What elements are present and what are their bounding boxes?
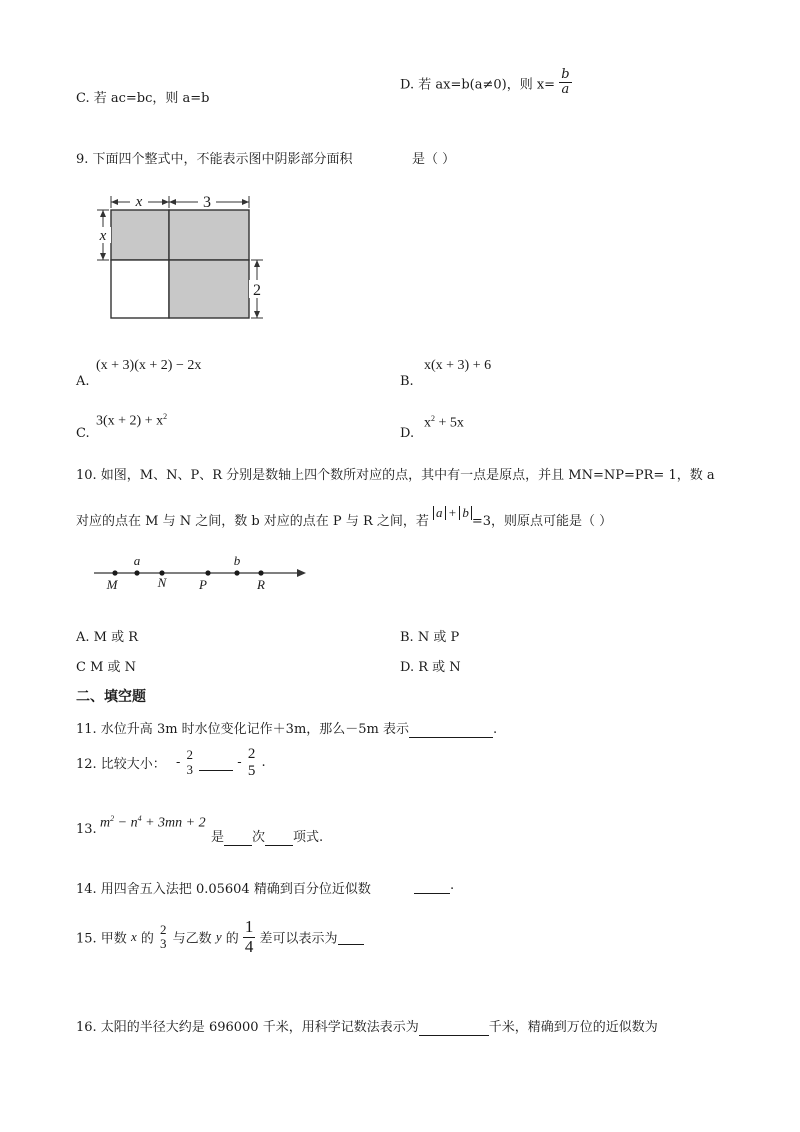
q9-option-d-expr <box>424 414 464 432</box>
arrow-head <box>100 253 106 260</box>
q11-text: 11. 水位升高 3m 时水位变化记作＋3m，那么－5m 表示 <box>76 722 409 737</box>
label-r: R <box>257 577 265 592</box>
shaded-square <box>111 210 169 260</box>
fraction-numerator: 1 <box>244 917 254 936</box>
fraction-denominator: 5 <box>247 762 256 779</box>
point-a <box>134 570 139 575</box>
label-n: N <box>157 575 167 590</box>
expr-rest: + 3mn + 2 <box>141 815 206 831</box>
label-p: P <box>199 577 207 592</box>
exponent: 2 <box>431 414 435 423</box>
answer-blank[interactable] <box>199 755 233 771</box>
q10-option-d: D. R 或 N <box>400 660 461 675</box>
fraction-2-3 <box>185 748 196 777</box>
q15 <box>76 918 364 956</box>
q13-text <box>211 826 323 846</box>
label-3: 3 <box>203 194 211 211</box>
answer-blank[interactable] <box>338 929 364 945</box>
q9-stem: 9. 下面四个整式中，不能表示图中阴影部分面积 <box>76 152 353 167</box>
q14-answer <box>414 878 454 894</box>
q16-text: 16. 太阳的半径大约是 696000 千米，用科学记数法表示为 <box>76 1020 419 1035</box>
q15-prefix: 15. 甲数 <box>76 931 127 947</box>
point-r <box>258 570 263 575</box>
answer-blank[interactable] <box>419 1020 489 1036</box>
exponent: 4 <box>137 814 142 823</box>
q15-mid: 与乙数 <box>172 931 212 947</box>
arrow-head <box>254 311 260 318</box>
shaded-rect-top <box>169 210 249 260</box>
var-y: y <box>215 929 222 945</box>
q8-option-d-fraction <box>559 68 571 98</box>
q10-line1: 10. 如图，M、N、P、R 分别是数轴上四个数所对应的点，其中有一点是原点，并且 MN=NP=PR= 1，数 a <box>76 468 715 483</box>
option-d-expr-rest: + 5x <box>435 415 464 431</box>
plus-sign: + <box>448 505 457 520</box>
option-c-expr-text: 3(x + 2) + x <box>96 413 164 429</box>
unshaded-square <box>111 260 169 318</box>
q14-text: 14. 用四舍五入法把 0.05604 精确到百分位近似数 <box>76 882 371 897</box>
arrow-head <box>254 260 260 267</box>
arrow-head <box>169 199 176 205</box>
arrow-head <box>100 210 106 217</box>
q13-ci: 次 <box>252 830 266 845</box>
q15-tail: 差可以表示为 <box>259 931 338 947</box>
fraction-2-3 <box>158 923 169 952</box>
q8-option-d <box>400 68 572 98</box>
q10-option-a: A. M 或 R <box>76 630 139 645</box>
q16 <box>76 1016 658 1036</box>
q8-option-d-text: D. 若 ax=b(a≠0)，则 x= <box>400 77 556 93</box>
q12 <box>76 746 266 779</box>
fraction-numerator: 2 <box>160 921 167 937</box>
q9-option-d-letter: D. <box>400 426 415 441</box>
q13-xiang: 项式. <box>293 830 324 845</box>
label-x-left: x <box>99 228 107 244</box>
q15-de2: 的 <box>225 931 239 947</box>
q13-number: 13. <box>76 822 97 837</box>
label-b: b <box>233 553 241 568</box>
label-m: M <box>106 577 118 592</box>
q11-end: . <box>493 722 498 737</box>
expr-m: m <box>100 815 111 831</box>
option-d-expr-x: x <box>424 415 431 431</box>
abs-b: b <box>459 506 472 520</box>
q11 <box>76 718 497 738</box>
fraction-denominator: 3 <box>186 761 193 777</box>
abs-expression <box>433 505 472 520</box>
answer-blank[interactable] <box>265 830 293 846</box>
q9-area-figure <box>90 190 280 325</box>
point-m <box>112 570 117 575</box>
q10-option-b: B. N 或 P <box>400 630 460 645</box>
q9-option-a-expr: (x + 3)(x + 2) − 2x <box>96 358 202 373</box>
exponent: 2 <box>163 412 168 421</box>
q8-option-c: C. 若 ac=bc，则 a=b <box>76 91 210 106</box>
arrow-head <box>162 199 169 205</box>
fraction-denominator: a <box>561 82 570 98</box>
fraction-numerator: 2 <box>247 746 256 762</box>
var-x: x <box>130 929 137 945</box>
q16-tail: 千米，精确到万位的近似数为 <box>488 1020 658 1035</box>
point-b <box>234 570 239 575</box>
shaded-rect-bottom <box>169 260 249 318</box>
answer-blank[interactable] <box>409 722 493 738</box>
q9-option-a-letter: A. <box>76 374 90 389</box>
fraction-denominator: 4 <box>244 936 254 956</box>
q10-line2 <box>76 505 613 529</box>
q9-option-b-expr: x(x + 3) + 6 <box>424 358 492 373</box>
abs-a: a <box>433 506 446 520</box>
answer-blank[interactable] <box>414 878 450 894</box>
q9-stem-tail: 是（ ） <box>412 152 456 167</box>
q10-line2-text: 对应的点在 M 与 N 之间，数 b 对应的点在 P 与 R 之间，若 <box>76 514 429 529</box>
fraction-numerator: b <box>561 67 570 82</box>
fraction-numerator: 2 <box>186 747 193 763</box>
q12-prefix: 12. 比较大小： <box>76 757 166 772</box>
q10-number-line <box>90 553 320 595</box>
q13-shi: 是 <box>211 830 225 845</box>
exponent: 2 <box>110 814 115 823</box>
fraction-2-5 <box>246 746 258 779</box>
minus-sign: - <box>237 755 242 770</box>
q12-end: . <box>261 755 266 770</box>
q10-option-c: C M 或 N <box>76 660 137 675</box>
q14-end: . <box>450 878 455 893</box>
label-2: 2 <box>253 282 261 299</box>
expr-n: − n <box>114 815 138 831</box>
arrow-head <box>111 199 118 205</box>
q10-line2-tail: =3，则原点可能是（ ） <box>471 514 613 529</box>
q9-option-c-letter: C. <box>76 426 90 441</box>
label-a: a <box>133 553 141 568</box>
minus-sign: - <box>175 755 181 770</box>
axis-arrow <box>297 569 306 577</box>
section-title: 二、填空题 <box>76 689 146 705</box>
q9-option-c-expr <box>96 412 167 430</box>
q15-de: 的 <box>140 931 154 947</box>
answer-blank[interactable] <box>224 830 252 846</box>
fraction-denominator: 3 <box>160 936 167 952</box>
q9-option-b-letter: B. <box>400 374 414 389</box>
arrow-head <box>242 199 249 205</box>
label-x-top: x <box>135 194 143 210</box>
point-p <box>205 570 210 575</box>
fraction-1-4 <box>243 918 256 956</box>
q13-expression <box>100 814 206 832</box>
